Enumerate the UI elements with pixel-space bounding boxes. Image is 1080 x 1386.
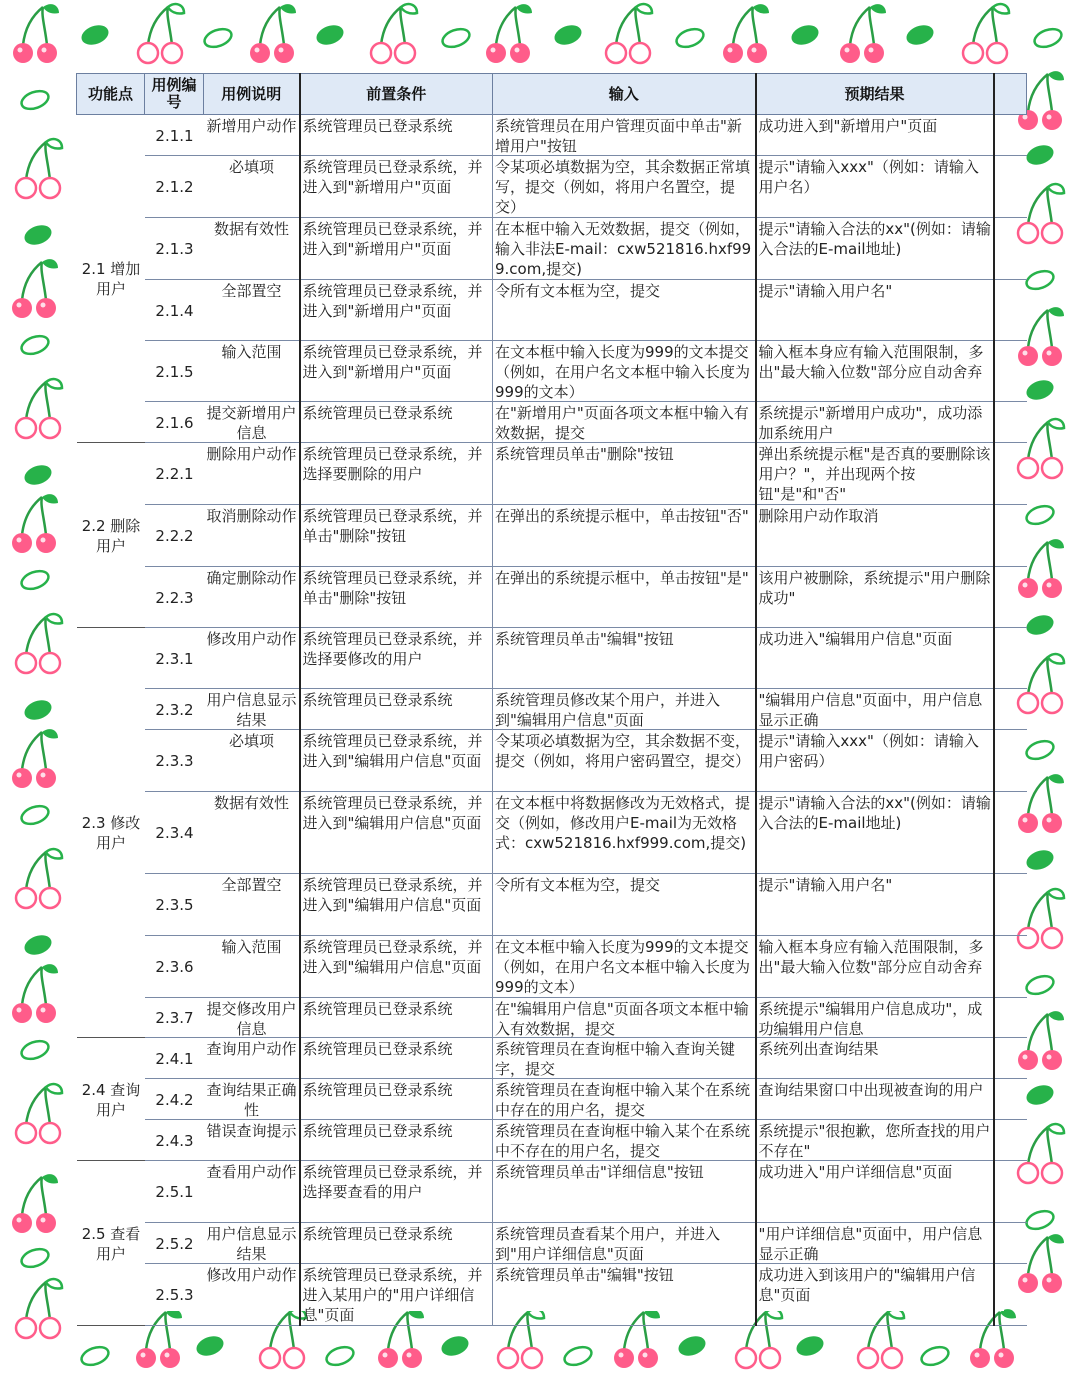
expected-cell: 删除用户动作取消 xyxy=(758,507,879,525)
precondition-cell: 系统管理员已登录系统 xyxy=(302,1040,453,1058)
expected-cell: "编辑用户信息"页面中，用户信息显示正确 xyxy=(758,691,983,729)
table-row xyxy=(77,936,1027,998)
extra-cell xyxy=(994,689,1027,730)
description-cell: 查询结果正确性 xyxy=(206,1081,297,1119)
case-id-cell: 2.1.6 xyxy=(155,413,194,432)
case-id-cell: 2.4.3 xyxy=(155,1131,194,1150)
expected-cell: 弹出系统提示框"是否真的要删除该用户？"，并出现两个按钮"是"和"否" xyxy=(758,445,991,503)
expected-cell: 提示"请输入用户名" xyxy=(758,282,893,300)
precondition-cell: 系统管理员已登录系统，并单击"删除"按钮 xyxy=(302,507,483,545)
precondition-cell: 系统管理员已登录系统，并进入到"编辑用户信息"页面 xyxy=(302,794,483,832)
table-row xyxy=(77,1038,1027,1079)
description-cell: 新增用户动作 xyxy=(206,117,297,135)
case-id-cell: 2.3.7 xyxy=(155,1009,194,1027)
test-case-table xyxy=(76,73,1027,1326)
expected-cell: 输入框本身应有输入范围限制，多出"最大输入位数"部分应自动舍弃 xyxy=(758,938,984,976)
case-id-cell: 2.1.3 xyxy=(155,240,194,258)
extra-cell xyxy=(994,443,1027,505)
expected-cell: 成功进入"用户详细信息"页面 xyxy=(758,1163,953,1181)
input-cell: 在弹出的系统提示框中，单击按钮"是" xyxy=(495,569,749,587)
description-cell: 输入范围 xyxy=(221,343,282,361)
input-cell: 令所有文本框为空，提交 xyxy=(495,282,661,300)
precondition-cell: 系统管理员已登录系统，并进入到"新增用户"页面 xyxy=(302,220,483,258)
input-cell: 系统管理员单击"编辑"按钮 xyxy=(495,1266,674,1284)
description-cell: 查看用户动作 xyxy=(206,1163,297,1181)
precondition-cell: 系统管理员已登录系统，并选择要查看的用户 xyxy=(302,1163,483,1201)
extra-cell xyxy=(994,628,1027,689)
header-case-id: 用例编号 xyxy=(145,74,204,115)
case-id-cell: 2.2.1 xyxy=(155,465,194,483)
table-row xyxy=(77,505,1027,567)
case-id-cell: 2.2.3 xyxy=(155,588,194,607)
case-id-cell: 2.3.3 xyxy=(155,752,194,770)
precondition-cell: 系统管理员已登录系统 xyxy=(302,1225,453,1243)
table-row xyxy=(77,628,1027,689)
precondition-cell: 系统管理员已登录系统，并进入到"编辑用户信息"页面 xyxy=(302,732,483,770)
input-cell: 系统管理员在查询框中输入查询关键字，提交 xyxy=(495,1040,736,1078)
table-row xyxy=(77,689,1027,730)
table-row xyxy=(77,792,1027,874)
table-row xyxy=(77,402,1027,443)
expected-cell: 提示"请输入xxx"（例如：请输入用户名） xyxy=(758,158,979,196)
case-id-cell: 2.5.2 xyxy=(155,1234,194,1253)
description-cell: 必填项 xyxy=(228,158,274,176)
input-cell: 在文本框中输入长度为999的文本提交（例如，在用户名文本框中输入长度为999的文本） xyxy=(495,343,751,401)
expected-cell: 查询结果窗口中出现被查询的用户 xyxy=(758,1081,984,1099)
table-row xyxy=(77,218,1027,280)
input-cell: 系统管理员单击"删除"按钮 xyxy=(495,445,674,463)
precondition-cell: 系统管理员已登录系统 xyxy=(302,1000,453,1018)
expected-cell: 成功进入"编辑用户信息"页面 xyxy=(758,630,953,648)
input-cell: 在文本框中将数据修改为无效格式，提交（例如，修改用户E-mail为无效格式：cxw521816.hxf999.com,提交) xyxy=(495,794,751,852)
precondition-cell: 系统管理员已登录系统，并单击"删除"按钮 xyxy=(302,569,483,607)
case-id-cell: 2.4.2 xyxy=(155,1090,194,1109)
description-cell: 删除用户动作 xyxy=(206,445,297,463)
extra-cell xyxy=(994,874,1027,936)
expected-cell: 系统提示"新增用户成功"，成功添加系统用户 xyxy=(758,404,983,442)
case-id-cell: 2.1.1 xyxy=(155,126,194,145)
header-description: 用例说明 xyxy=(204,74,300,115)
table-row xyxy=(77,1223,1027,1264)
case-id-cell: 2.3.4 xyxy=(155,824,194,842)
precondition-cell: 系统管理员已登录系统，并进入到"新增用户"页面 xyxy=(302,158,483,196)
extra-cell xyxy=(994,280,1027,341)
extra-cell xyxy=(994,936,1027,998)
precondition-cell: 系统管理员已登录系统，并进入到"编辑用户信息"页面 xyxy=(302,876,483,914)
extra-cell xyxy=(994,402,1027,443)
case-id-cell: 2.1.5 xyxy=(155,362,194,381)
feature-cell: 2.4 查询用户 xyxy=(77,1038,145,1161)
extra-cell xyxy=(994,730,1027,792)
expected-cell: 成功进入到"新增用户"页面 xyxy=(758,117,938,135)
input-cell: 系统管理员在查询框中输入某个在系统中不存在的用户名，提交 xyxy=(495,1122,751,1160)
expected-cell: 成功进入到该用户的"编辑用户信息"页面 xyxy=(758,1266,976,1304)
precondition-cell: 系统管理员已登录系统 xyxy=(302,117,453,135)
input-cell: 系统管理员在查询框中输入某个在系统中存在的用户名，提交 xyxy=(495,1081,751,1119)
table-row xyxy=(77,730,1027,792)
precondition-cell: 系统管理员已登录系统 xyxy=(302,691,453,709)
table-row xyxy=(77,567,1027,628)
expected-cell: 系统提示"编辑用户信息成功"，成功编辑用户信息 xyxy=(758,1000,983,1038)
extra-cell xyxy=(994,792,1027,874)
header-feature: 功能点 xyxy=(77,74,145,115)
description-cell: 全部置空 xyxy=(221,876,282,894)
precondition-cell: 系统管理员已登录系统，并进入某用户的"用户详细信息"页面 xyxy=(302,1266,483,1324)
extra-cell xyxy=(994,218,1027,280)
description-cell: 修改用户动作 xyxy=(206,1266,297,1284)
expected-cell: "用户详细信息"页面中，用户信息显示正确 xyxy=(758,1225,983,1263)
expected-cell: 提示"请输入合法的xx"(例如：请输入合法的E-mail地址) xyxy=(758,220,991,258)
input-cell: 系统管理员单击"编辑"按钮 xyxy=(495,630,674,648)
case-id-cell: 2.1.2 xyxy=(155,178,194,196)
expected-cell: 提示"请输入xxx"（例如：请输入用户密码） xyxy=(758,732,979,770)
description-cell: 取消删除动作 xyxy=(206,507,297,525)
header-input: 输入 xyxy=(493,74,756,115)
description-cell: 全部置空 xyxy=(221,282,282,300)
input-cell: 令某项必填数据为空，其余数据正常填写，提交（例如，将用户名置空，提交） xyxy=(495,158,751,216)
description-cell: 用户信息显示结果 xyxy=(206,691,297,729)
header-precondition: 前置条件 xyxy=(300,74,493,115)
precondition-cell: 系统管理员已登录系统，并选择要修改的用户 xyxy=(302,630,483,668)
case-id-cell: 2.3.6 xyxy=(155,958,194,976)
test-case-sheet xyxy=(76,73,1004,1324)
extra-cell xyxy=(994,505,1027,567)
case-id-cell: 2.2.2 xyxy=(155,527,194,545)
expected-cell: 输入框本身应有输入范围限制，多出"最大输入位数"部分应自动舍弃 xyxy=(758,343,984,381)
expected-cell: 该用户被删除，系统提示"用户删除成功" xyxy=(758,569,991,607)
extra-cell xyxy=(994,1264,1027,1326)
table-row xyxy=(77,115,1027,156)
description-cell: 数据有效性 xyxy=(213,220,289,238)
feature-cell: 2.5 查看用户 xyxy=(77,1161,145,1326)
table-row xyxy=(77,1079,1027,1120)
description-cell: 必填项 xyxy=(228,732,274,750)
description-cell: 用户信息显示结果 xyxy=(206,1225,297,1263)
table-row xyxy=(77,998,1027,1038)
case-id-cell: 2.5.1 xyxy=(155,1183,194,1201)
table-row xyxy=(77,1120,1027,1161)
precondition-cell: 系统管理员已登录系统，并进入到"新增用户"页面 xyxy=(302,343,483,381)
extra-cell xyxy=(994,1038,1027,1079)
case-id-cell: 2.1.4 xyxy=(155,301,194,320)
table-header-row xyxy=(77,74,1027,115)
input-cell: 令某项必填数据为空，其余数据不变，提交（例如，将用户密码置空，提交） xyxy=(495,732,751,770)
input-cell: 在本框中输入无效数据，提交（例如，输入非法E-mail：cxw521816.hxf999.com,提交) xyxy=(495,220,752,278)
table-row xyxy=(77,443,1027,505)
header-extra xyxy=(994,74,1027,115)
input-cell: 在弹出的系统提示框中，单击按钮"否" xyxy=(495,507,749,525)
description-cell: 错误查询提示 xyxy=(206,1122,297,1140)
input-cell: 系统管理员在用户管理页面中单击"新增用户"按钮 xyxy=(495,117,742,155)
description-cell: 确定删除动作 xyxy=(206,569,297,587)
description-cell: 提交新增用户信息 xyxy=(206,404,297,442)
description-cell: 数据有效性 xyxy=(213,794,289,812)
extra-cell xyxy=(994,1223,1027,1264)
description-cell: 修改用户动作 xyxy=(206,630,297,648)
extra-cell xyxy=(994,341,1027,402)
precondition-cell: 系统管理员已登录系统 xyxy=(302,1081,453,1099)
precondition-cell: 系统管理员已登录系统 xyxy=(302,1122,453,1140)
extra-cell xyxy=(994,1120,1027,1161)
extra-cell xyxy=(994,1161,1027,1223)
precondition-cell: 系统管理员已登录系统，并进入到"编辑用户信息"页面 xyxy=(302,938,483,976)
header-expected: 预期结果 xyxy=(756,74,994,115)
expected-cell: 提示"请输入用户名" xyxy=(758,876,893,894)
case-id-cell: 2.4.1 xyxy=(155,1049,194,1068)
extra-cell xyxy=(994,115,1027,156)
case-id-cell: 2.5.3 xyxy=(155,1286,194,1304)
extra-cell xyxy=(994,567,1027,628)
expected-cell: 系统列出查询结果 xyxy=(758,1040,879,1058)
feature-cell: 2.2 删除用户 xyxy=(77,443,145,628)
input-cell: 系统管理员查看某个用户，并进入到"用户详细信息"页面 xyxy=(495,1225,721,1263)
extra-cell xyxy=(994,156,1027,218)
feature-cell: 2.3 修改用户 xyxy=(77,628,145,1038)
table-row xyxy=(77,156,1027,218)
expected-cell: 系统提示"很抱歉，您所查找的用户不存在" xyxy=(758,1122,991,1160)
case-id-cell: 2.3.5 xyxy=(155,896,194,914)
extra-cell xyxy=(994,998,1027,1038)
input-cell: 令所有文本框为空，提交 xyxy=(495,876,661,894)
table-row xyxy=(77,1264,1027,1326)
precondition-cell: 系统管理员已登录系统 xyxy=(302,404,453,422)
precondition-cell: 系统管理员已登录系统，并选择要删除的用户 xyxy=(302,445,483,483)
description-cell: 提交修改用户信息 xyxy=(206,1000,297,1038)
description-cell: 查询用户动作 xyxy=(206,1040,297,1058)
input-cell: 系统管理员修改某个用户，并进入到"编辑用户信息"页面 xyxy=(495,691,721,729)
table-row xyxy=(77,874,1027,936)
input-cell: 系统管理员单击"详细信息"按钮 xyxy=(495,1163,704,1181)
table-row xyxy=(77,341,1027,402)
description-cell: 输入范围 xyxy=(221,938,282,956)
input-cell: 在"编辑用户信息"页面各项文本框中输入有效数据，提交 xyxy=(495,1000,749,1038)
case-id-cell: 2.3.1 xyxy=(155,649,194,668)
precondition-cell: 系统管理员已登录系统，并进入到"新增用户"页面 xyxy=(302,282,483,320)
extra-cell xyxy=(994,1079,1027,1120)
expected-cell: 提示"请输入合法的xx"(例如：请输入合法的E-mail地址) xyxy=(758,794,991,832)
input-cell: 在"新增用户"页面各项文本框中输入有效数据，提交 xyxy=(495,404,749,442)
case-id-cell: 2.3.2 xyxy=(155,700,194,719)
input-cell: 在文本框中输入长度为999的文本提交（例如，在用户名文本框中输入长度为999的文本） xyxy=(495,938,751,996)
table-row xyxy=(77,1161,1027,1223)
feature-cell: 2.1 增加用户 xyxy=(77,115,145,443)
table-row xyxy=(77,280,1027,341)
